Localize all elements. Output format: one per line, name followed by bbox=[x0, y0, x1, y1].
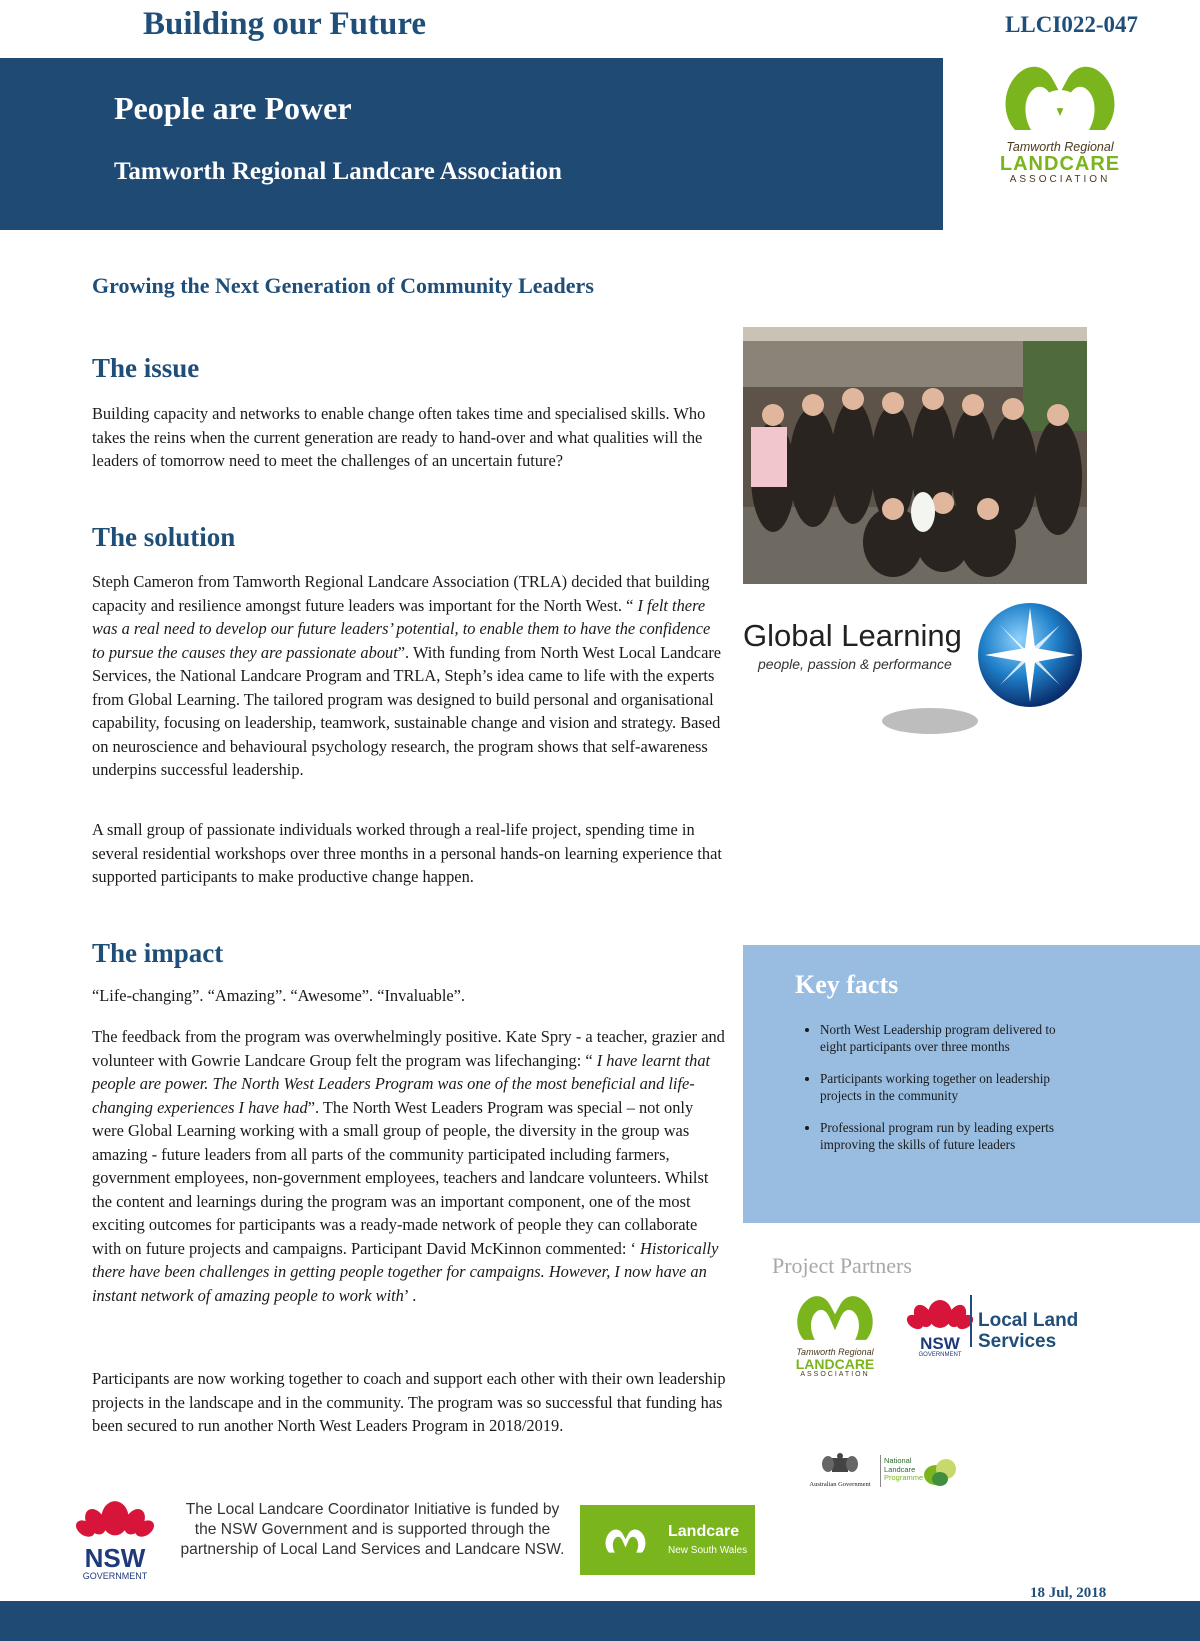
key-fact-item: • Professional program run by leading experts improving the skills of future leaders bbox=[820, 1120, 1080, 1153]
global-learning-globe-icon bbox=[975, 600, 1085, 710]
landcare-nsw-line1: Landcare bbox=[668, 1523, 740, 1540]
banner-title: People are Power bbox=[114, 90, 352, 126]
impact-paragraph-1: “Life-changing”. “Amazing”. “Awesome”. “Invaluable”. bbox=[92, 986, 466, 1005]
footer-nsw-label: NSW bbox=[84, 1543, 146, 1573]
lls-line2: Services bbox=[978, 1331, 1057, 1352]
solution-heading: The solution bbox=[92, 522, 236, 552]
group-photo bbox=[743, 327, 1087, 584]
trla-logo-line1: Tamworth Regional bbox=[1006, 140, 1114, 154]
landcare-nsw-logo bbox=[580, 1505, 755, 1575]
impact-text-a: The feedback from the program was overwhelmingly positive. Kate Spry - a teacher, grazier and volunteer with Gowrie Landcare Group felt the program was lifechanging: “ bbox=[92, 1027, 725, 1070]
footer-nsw-sub: GOVERNMENT bbox=[82, 1571, 148, 1581]
footer-funding-text: The Local Landcare Coordinator Initiative is funded by the NSW Government and is supported through the partnership of Local Land Services and Landcare NSW. bbox=[180, 1501, 565, 1558]
global-learning-shadow bbox=[875, 706, 985, 736]
global-learning-name: Global Learning bbox=[743, 618, 962, 653]
impact-heading: The impact bbox=[92, 938, 224, 968]
waratah-icon bbox=[905, 1290, 975, 1330]
solution-quote: I felt there was a real need to develop our future leaders’ potential, to enable them to have the confidence to pursue the causes they are passionate about bbox=[92, 595, 711, 662]
key-facts-list bbox=[802, 1022, 1080, 1170]
key-fact-item: • Participants working together on leadership projects in the community bbox=[820, 1071, 1080, 1104]
impact-paragraph-2 bbox=[92, 1025, 727, 1307]
local-land-services-logo-text bbox=[978, 1310, 1078, 1352]
banner-subtitle: Tamworth Regional Landcare Association bbox=[114, 158, 562, 185]
partner-nsw-label: NSW bbox=[920, 1334, 960, 1353]
lls-divider bbox=[970, 1295, 972, 1347]
project-partners-title: Project Partners bbox=[772, 1253, 912, 1278]
title-banner bbox=[0, 58, 943, 230]
nlp-line2: Landcare bbox=[884, 1464, 916, 1474]
waratah-icon bbox=[75, 1492, 155, 1540]
trla-logo bbox=[985, 58, 1135, 186]
footer-nsw-government-logo bbox=[75, 1492, 155, 1582]
landcare-nsw-line2: New South Wales bbox=[668, 1545, 748, 1556]
impact-text-c: ’ . bbox=[403, 1285, 417, 1305]
solution-text-a: Steph Cameron from Tamworth Regional Landcare Association (TRLA) decided that building capacity and resilience amongst future leaders was important for the North West. “ bbox=[92, 572, 710, 615]
solution-paragraph-1 bbox=[92, 570, 727, 782]
global-learning-tagline: people, passion & performance bbox=[758, 656, 952, 672]
document-code: LLCI022-047 bbox=[1005, 12, 1138, 37]
solution-paragraph-2: A small group of passionate individuals worked through a real-life project, spending time in several residential workshops over three months in a personal hands-on learning experience that supported participants to make productive change happen. bbox=[92, 820, 722, 886]
solution-text-b: ”. With funding from North West Local Landcare Services, the National Landcare Program and TRLA, Steph’s idea came to life with the experts from Global Learning. The tailored program was designed to build personal and organisational capability, focusing on leadership, teamwork, sustainable change and vision and strategy. Based on neuroscience and behavioural psychology research, the program shows that self-awareness underpins successful leadership. bbox=[92, 642, 722, 779]
australian-government-logo bbox=[800, 1452, 880, 1488]
page-subheading: Growing the Next Generation of Community Leaders bbox=[92, 273, 594, 298]
landcare-hands-icon bbox=[985, 58, 1135, 133]
national-landcare-programme-logo-text bbox=[884, 1457, 923, 1483]
impact-quote-1: I have learnt that people are power. The North West Leaders Program was one of the most beneficial and life-changing experiences I have had bbox=[92, 1050, 711, 1117]
coat-of-arms-icon bbox=[800, 1452, 880, 1476]
landcare-hands-icon bbox=[598, 1517, 653, 1563]
lls-line1: Local Land bbox=[978, 1310, 1079, 1331]
partner-trla-line3: ASSOCIATION bbox=[800, 1371, 870, 1378]
impact-text-b: ”. The North West Leaders Program was special – not only were Global Learning working with a small group of people, the diversity in the group was amazing - future leaders from all parts of the community participated including farmers, government employees, non-government employees, teachers and landcare volunteers. Whilst the content and learnings during the program was an important component, one of the most exciting outcomes for participants was a ready-made network of people they can collaborate with on future projects and campaigns. Participant David McKinnon commented: ‘ bbox=[92, 1097, 709, 1258]
impact-paragraph-3: Participants are now working together to coach and support each other with their own leadership projects in the landscape and in the community. The program was so successful that funding has been secured to run another North West Leaders Program in 2018/2019. bbox=[92, 1369, 726, 1435]
key-facts-title: Key facts bbox=[795, 970, 899, 999]
trla-logo-line3: ASSOCIATION bbox=[1009, 174, 1111, 185]
footer-bar bbox=[0, 1601, 1200, 1641]
partner-nsw-sub: GOVERNMENT bbox=[918, 1352, 962, 1358]
issue-text: Building capacity and networks to enable change often takes time and specialised skills. Who takes the reins when the current generation are ready to hand-over and what qualities will the leaders of tomorrow need to meet the challenges of an uncertain future? bbox=[92, 404, 706, 470]
partner-trla-line1: Tamworth Regional bbox=[796, 1347, 874, 1357]
nlp-divider bbox=[880, 1455, 881, 1487]
aus-gov-label: Australian Government bbox=[809, 1481, 871, 1488]
nlp-leaf-icon bbox=[920, 1455, 960, 1489]
nlp-line1: National bbox=[884, 1456, 912, 1465]
landcare-hands-icon bbox=[780, 1290, 890, 1342]
partner-nsw-logo bbox=[905, 1290, 975, 1356]
impact-quote-2: Historically there have been challenges in getting people together for campaigns. However, I now have an instant network of amazing people to work with bbox=[92, 1238, 719, 1305]
key-fact-item: • North West Leadership program delivered to eight participants over three months bbox=[820, 1022, 1080, 1055]
partner-trla-line2: LANDCARE bbox=[795, 1356, 875, 1372]
trla-logo-line2: LANDCARE bbox=[999, 153, 1121, 175]
partner-trla-logo bbox=[780, 1290, 890, 1380]
series-title: Building our Future bbox=[143, 6, 427, 42]
nlp-line3: Programme bbox=[884, 1473, 924, 1482]
publication-date: 18 Jul, 2018 bbox=[1030, 1585, 1107, 1601]
issue-heading: The issue bbox=[92, 353, 200, 383]
